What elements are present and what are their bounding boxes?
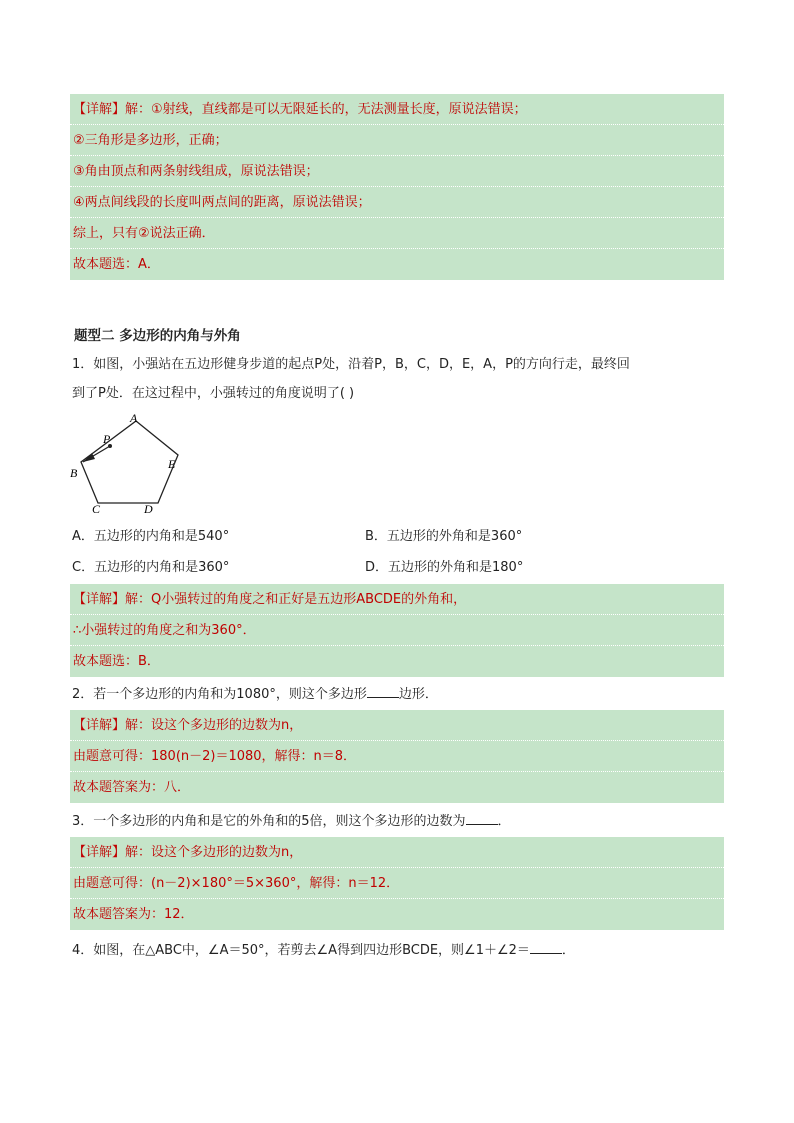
answer-row: 故本题选：B． (73, 654, 160, 669)
section-title: 题型二 多边形的内角与外角 (74, 328, 241, 344)
question-1-line2: 到了P处．在这过程中，小强转过的角度说明了( ) (72, 386, 355, 401)
question-4: 4．如图，在△ABC中，∠A＝50°，若剪去∠A得到四边形BCDE，则∠1＋∠2＝ ． (72, 940, 724, 961)
answer-row: 【详解】解：①射线，直线都是可以无限延长的，无法测量长度，原说法错误； (70, 94, 724, 125)
option-d[interactable]: D．五边形的外角和是180° (365, 560, 524, 575)
options-row-2 (72, 556, 724, 576)
answer-blank[interactable] (530, 940, 562, 954)
answer-row: 故本题答案为：八． (73, 780, 191, 795)
answer-block-q1 (70, 584, 724, 677)
question-1-line1: 1．如图，小强站在五边形健身步道的起点P处，沿着P，B，C，D，E，A，P的方向行走，最终回 (72, 357, 630, 372)
option-a[interactable]: A．五边形的内角和是540° (72, 529, 230, 544)
answer-row: 由题意可得：(n－2)×180°＝5×360°，解得：n＝12． (70, 868, 724, 899)
option-b[interactable]: B．五边形的外角和是360° (365, 529, 523, 544)
question-3: 3．一个多边形的内角和是它的外角和的5倍，则这个多边形的边数为 ． (72, 811, 724, 832)
label-p: P (103, 432, 111, 446)
answer-row: 由题意可得：180(n－2)＝1080，解得：n＝8． (70, 741, 724, 772)
answer-blank[interactable] (466, 811, 498, 825)
answer-block-q3 (70, 837, 724, 930)
answer-row: ②三角形是多边形，正确； (70, 125, 724, 156)
question-2: 2．若一个多边形的内角和为1080°，则这个多边形 边形． (72, 684, 724, 705)
answer-row: ③角由顶点和两条射线组成，原说法错误； (70, 156, 724, 187)
answer-row: 故本题答案为：12． (73, 907, 194, 922)
answer-row: 【详解】解：设这个多边形的边数为n， (70, 837, 724, 868)
answer-block-1 (70, 94, 724, 280)
label-d: D (144, 502, 153, 516)
options-row-1 (72, 525, 724, 545)
answer-row: ④两点间线段的长度叫两点间的距离，原说法错误； (70, 187, 724, 218)
answer-row: 故本题选：A． (73, 257, 160, 272)
answer-blank[interactable] (367, 684, 399, 698)
label-a: A (130, 411, 138, 425)
answer-row: 【详解】解：设这个多边形的边数为n， (70, 710, 724, 741)
answer-row: ∴小强转过的角度之和为360°． (70, 615, 724, 646)
label-c: C (92, 502, 101, 516)
label-b: B (70, 466, 78, 480)
answer-row: 【详解】解：Q小强转过的角度之和正好是五边形ABCDE的外角和， (70, 584, 724, 615)
pentagon-figure (70, 410, 190, 516)
option-c[interactable]: C．五边形的内角和是360° (72, 560, 230, 575)
answer-row: 综上，只有②说法正确． (70, 218, 724, 249)
label-e: E (168, 457, 176, 471)
answer-block-q2 (70, 710, 724, 803)
